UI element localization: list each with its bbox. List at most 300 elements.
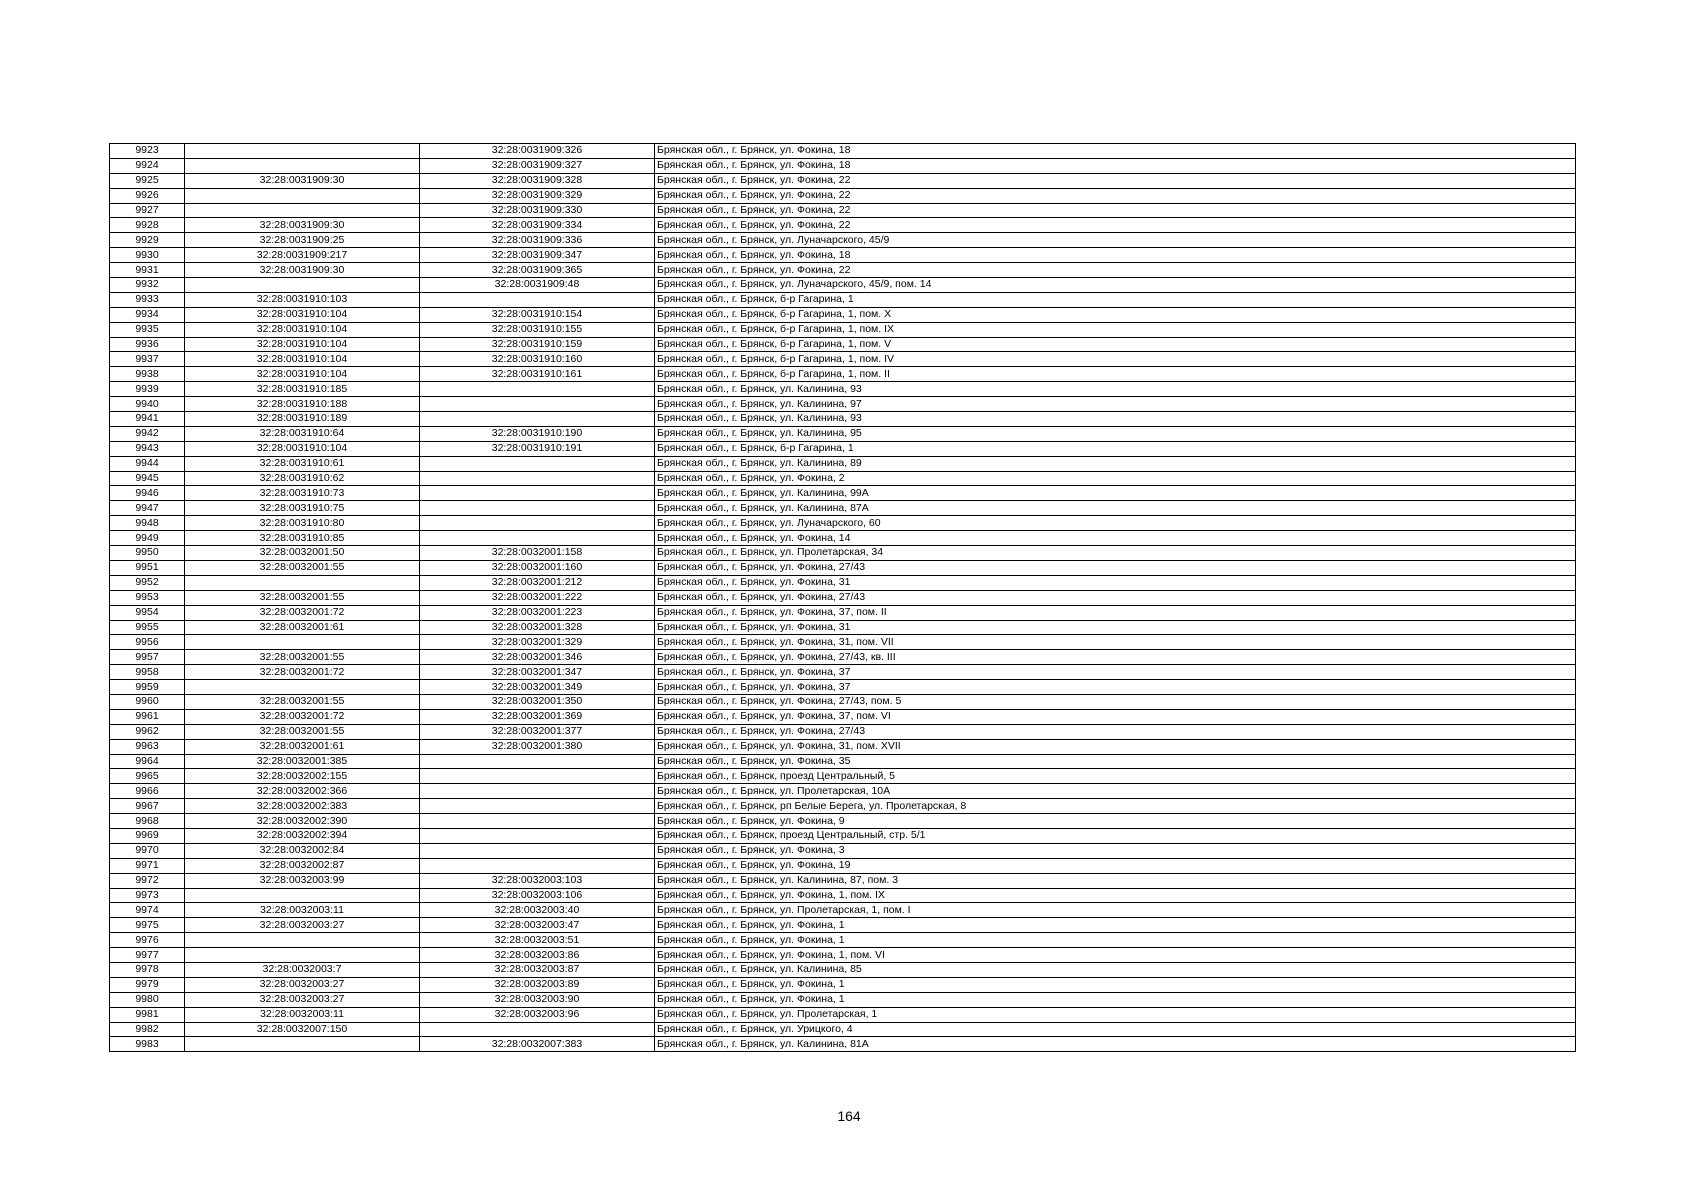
row-number-cell: 9941 <box>110 412 185 427</box>
object-number-cell: 32:28:0032003:106 <box>420 888 655 903</box>
row-number-cell: 9969 <box>110 828 185 843</box>
address-cell: Брянская обл., г. Брянск, ул. Фокина, 27/43 <box>655 724 1576 739</box>
table-row <box>110 858 1576 873</box>
address-cell: Брянская обл., г. Брянск, ул. Калинина, 81А <box>655 1037 1576 1052</box>
object-number-cell: 32:28:0032001:377 <box>420 724 655 739</box>
object-number-cell <box>420 858 655 873</box>
row-number-cell: 9979 <box>110 977 185 992</box>
table-row <box>110 322 1576 337</box>
object-number-cell: 32:28:0031910:154 <box>420 307 655 322</box>
table-row <box>110 292 1576 307</box>
row-number-cell: 9925 <box>110 173 185 188</box>
row-number-cell: 9949 <box>110 531 185 546</box>
table-row <box>110 590 1576 605</box>
row-number-cell: 9968 <box>110 814 185 829</box>
object-number-cell: 32:28:0031910:190 <box>420 426 655 441</box>
row-number-cell: 9983 <box>110 1037 185 1052</box>
object-number-cell <box>420 769 655 784</box>
address-cell: Брянская обл., г. Брянск, ул. Фокина, 31 <box>655 575 1576 590</box>
table-row <box>110 873 1576 888</box>
table-row <box>110 1007 1576 1022</box>
table-row <box>110 635 1576 650</box>
row-number-cell: 9953 <box>110 590 185 605</box>
address-cell: Брянская обл., г. Брянск, ул. Фокина, 37 <box>655 680 1576 695</box>
parcel-number-cell: 32:28:0032001:55 <box>185 560 420 575</box>
parcel-number-cell: 32:28:0031910:85 <box>185 531 420 546</box>
table-row <box>110 814 1576 829</box>
parcel-number-cell <box>185 158 420 173</box>
parcel-number-cell: 32:28:0031910:104 <box>185 367 420 382</box>
row-number-cell: 9976 <box>110 933 185 948</box>
address-cell: Брянская обл., г. Брянск, ул. Пролетарская, 34 <box>655 546 1576 561</box>
address-cell: Брянская обл., г. Брянск, ул. Фокина, 9 <box>655 814 1576 829</box>
parcel-number-cell: 32:28:0031910:75 <box>185 501 420 516</box>
parcel-number-cell: 32:28:0032002:394 <box>185 828 420 843</box>
object-number-cell <box>420 382 655 397</box>
parcel-number-cell: 32:28:0031909:30 <box>185 263 420 278</box>
parcel-number-cell: 32:28:0032001:72 <box>185 709 420 724</box>
parcel-number-cell: 32:28:0031910:80 <box>185 516 420 531</box>
object-number-cell: 32:28:0032001:349 <box>420 680 655 695</box>
object-number-cell: 32:28:0032001:328 <box>420 620 655 635</box>
object-number-cell: 32:28:0031909:48 <box>420 278 655 293</box>
row-number-cell: 9958 <box>110 665 185 680</box>
parcel-number-cell: 32:28:0031910:61 <box>185 456 420 471</box>
parcel-number-cell: 32:28:0032002:390 <box>185 814 420 829</box>
table-row <box>110 352 1576 367</box>
parcel-number-cell: 32:28:0032001:50 <box>185 546 420 561</box>
address-cell: Брянская обл., г. Брянск, ул. Пролетарская, 1, пом. I <box>655 903 1576 918</box>
object-number-cell: 32:28:0031909:336 <box>420 233 655 248</box>
row-number-cell: 9975 <box>110 918 185 933</box>
row-number-cell: 9962 <box>110 724 185 739</box>
parcel-number-cell: 32:28:0031910:73 <box>185 486 420 501</box>
address-cell: Брянская обл., г. Брянск, ул. Фокина, 31, пом. VII <box>655 635 1576 650</box>
object-number-cell: 32:28:0031909:327 <box>420 158 655 173</box>
table-row <box>110 650 1576 665</box>
object-number-cell <box>420 501 655 516</box>
address-cell: Брянская обл., г. Брянск, б-р Гагарина, 1, пом. X <box>655 307 1576 322</box>
row-number-cell: 9948 <box>110 516 185 531</box>
address-cell: Брянская обл., г. Брянск, рп Белые Берега, ул. Пролетарская, 8 <box>655 799 1576 814</box>
row-number-cell: 9927 <box>110 203 185 218</box>
parcel-number-cell: 32:28:0032001:55 <box>185 694 420 709</box>
row-number-cell: 9955 <box>110 620 185 635</box>
table-row <box>110 694 1576 709</box>
object-number-cell: 32:28:0032001:380 <box>420 739 655 754</box>
parcel-number-cell <box>185 888 420 903</box>
parcel-number-cell: 32:28:0032002:366 <box>185 784 420 799</box>
row-number-cell: 9982 <box>110 1022 185 1037</box>
table-row <box>110 799 1576 814</box>
row-number-cell: 9943 <box>110 441 185 456</box>
table-row <box>110 948 1576 963</box>
object-number-cell <box>420 292 655 307</box>
parcel-number-cell: 32:28:0032001:385 <box>185 754 420 769</box>
table-row <box>110 546 1576 561</box>
address-cell: Брянская обл., г. Брянск, ул. Фокина, 18 <box>655 144 1576 159</box>
object-number-cell: 32:28:0032001:350 <box>420 694 655 709</box>
parcel-number-cell: 32:28:0031910:104 <box>185 352 420 367</box>
table-row <box>110 203 1576 218</box>
row-number-cell: 9951 <box>110 560 185 575</box>
parcel-number-cell: 32:28:0031910:104 <box>185 307 420 322</box>
address-cell: Брянская обл., г. Брянск, ул. Фокина, 1 <box>655 918 1576 933</box>
row-number-cell: 9939 <box>110 382 185 397</box>
table-row <box>110 278 1576 293</box>
address-cell: Брянская обл., г. Брянск, ул. Калинина, 89 <box>655 456 1576 471</box>
object-number-cell <box>420 531 655 546</box>
table-row <box>110 471 1576 486</box>
parcel-number-cell: 32:28:0032001:55 <box>185 650 420 665</box>
object-number-cell <box>420 754 655 769</box>
parcel-number-cell: 32:28:0031910:103 <box>185 292 420 307</box>
address-cell: Брянская обл., г. Брянск, ул. Фокина, 27/43, пом. 5 <box>655 694 1576 709</box>
object-number-cell: 32:28:0031909:365 <box>420 263 655 278</box>
address-cell: Брянская обл., г. Брянск, ул. Фокина, 27/43 <box>655 560 1576 575</box>
object-number-cell: 32:28:0031910:160 <box>420 352 655 367</box>
row-number-cell: 9952 <box>110 575 185 590</box>
object-number-cell: 32:28:0032007:383 <box>420 1037 655 1052</box>
address-cell: Брянская обл., г. Брянск, ул. Пролетарская, 10А <box>655 784 1576 799</box>
object-number-cell: 32:28:0032003:96 <box>420 1007 655 1022</box>
row-number-cell: 9934 <box>110 307 185 322</box>
object-number-cell <box>420 799 655 814</box>
address-cell: Брянская обл., г. Брянск, ул. Калинина, 87, пом. 3 <box>655 873 1576 888</box>
parcel-number-cell: 32:28:0032001:61 <box>185 620 420 635</box>
object-number-cell: 32:28:0031909:326 <box>420 144 655 159</box>
address-cell: Брянская обл., г. Брянск, ул. Фокина, 1, пом. IX <box>655 888 1576 903</box>
row-number-cell: 9956 <box>110 635 185 650</box>
table-row <box>110 441 1576 456</box>
parcel-number-cell: 32:28:0032002:383 <box>185 799 420 814</box>
row-number-cell: 9963 <box>110 739 185 754</box>
parcel-number-cell <box>185 278 420 293</box>
object-number-cell <box>420 412 655 427</box>
parcel-number-cell: 32:28:0032003:27 <box>185 977 420 992</box>
table-row <box>110 263 1576 278</box>
address-cell: Брянская обл., г. Брянск, ул. Калинина, 93 <box>655 412 1576 427</box>
row-number-cell: 9947 <box>110 501 185 516</box>
address-cell: Брянская обл., г. Брянск, ул. Фокина, 1 <box>655 977 1576 992</box>
row-number-cell: 9973 <box>110 888 185 903</box>
table-row <box>110 382 1576 397</box>
address-cell: Брянская обл., г. Брянск, ул. Фокина, 37, пом. VI <box>655 709 1576 724</box>
object-number-cell: 32:28:0032001:346 <box>420 650 655 665</box>
table-row <box>110 412 1576 427</box>
parcel-number-cell: 32:28:0031909:30 <box>185 173 420 188</box>
parcel-number-cell: 32:28:0032003:99 <box>185 873 420 888</box>
row-number-cell: 9924 <box>110 158 185 173</box>
parcel-number-cell: 32:28:0031910:189 <box>185 412 420 427</box>
address-cell: Брянская обл., г. Брянск, б-р Гагарина, 1 <box>655 441 1576 456</box>
object-number-cell: 32:28:0032001:329 <box>420 635 655 650</box>
row-number-cell: 9935 <box>110 322 185 337</box>
parcel-number-cell: 32:28:0032001:55 <box>185 724 420 739</box>
parcel-number-cell: 32:28:0032007:150 <box>185 1022 420 1037</box>
object-number-cell: 32:28:0032003:51 <box>420 933 655 948</box>
row-number-cell: 9938 <box>110 367 185 382</box>
address-cell: Брянская обл., г. Брянск, б-р Гагарина, 1, пом. II <box>655 367 1576 382</box>
parcel-number-cell <box>185 680 420 695</box>
table-row <box>110 307 1576 322</box>
address-cell: Брянская обл., г. Брянск, б-р Гагарина, 1 <box>655 292 1576 307</box>
address-cell: Брянская обл., г. Брянск, ул. Фокина, 22 <box>655 203 1576 218</box>
registry-table-body <box>110 144 1576 1052</box>
table-row <box>110 1037 1576 1052</box>
object-number-cell <box>420 843 655 858</box>
object-number-cell: 32:28:0032001:212 <box>420 575 655 590</box>
parcel-number-cell: 32:28:0032001:61 <box>185 739 420 754</box>
object-number-cell: 32:28:0032001:369 <box>420 709 655 724</box>
parcel-number-cell <box>185 933 420 948</box>
table-row <box>110 620 1576 635</box>
table-row <box>110 367 1576 382</box>
object-number-cell: 32:28:0032003:47 <box>420 918 655 933</box>
object-number-cell: 32:28:0031909:347 <box>420 248 655 263</box>
table-row <box>110 739 1576 754</box>
row-number-cell: 9977 <box>110 948 185 963</box>
object-number-cell <box>420 471 655 486</box>
row-number-cell: 9923 <box>110 144 185 159</box>
row-number-cell: 9960 <box>110 694 185 709</box>
row-number-cell: 9978 <box>110 962 185 977</box>
object-number-cell <box>420 828 655 843</box>
table-row <box>110 665 1576 680</box>
table-row <box>110 456 1576 471</box>
table-row <box>110 337 1576 352</box>
table-row <box>110 188 1576 203</box>
row-number-cell: 9974 <box>110 903 185 918</box>
parcel-number-cell: 32:28:0032003:7 <box>185 962 420 977</box>
row-number-cell: 9930 <box>110 248 185 263</box>
address-cell: Брянская обл., г. Брянск, ул. Фокина, 22 <box>655 173 1576 188</box>
table-row <box>110 888 1576 903</box>
row-number-cell: 9959 <box>110 680 185 695</box>
address-cell: Брянская обл., г. Брянск, ул. Фокина, 37 <box>655 665 1576 680</box>
parcel-number-cell <box>185 144 420 159</box>
object-number-cell: 32:28:0032001:222 <box>420 590 655 605</box>
object-number-cell: 32:28:0031909:334 <box>420 218 655 233</box>
object-number-cell: 32:28:0031909:328 <box>420 173 655 188</box>
table-row <box>110 680 1576 695</box>
table-row <box>110 516 1576 531</box>
parcel-number-cell: 32:28:0031910:188 <box>185 397 420 412</box>
address-cell: Брянская обл., г. Брянск, ул. Луначарского, 45/9, пом. 14 <box>655 278 1576 293</box>
object-number-cell: 32:28:0031910:191 <box>420 441 655 456</box>
parcel-number-cell: 32:28:0031910:185 <box>185 382 420 397</box>
parcel-number-cell <box>185 1037 420 1052</box>
row-number-cell: 9937 <box>110 352 185 367</box>
address-cell: Брянская обл., г. Брянск, ул. Фокина, 14 <box>655 531 1576 546</box>
row-number-cell: 9926 <box>110 188 185 203</box>
table-row <box>110 560 1576 575</box>
parcel-number-cell: 32:28:0032002:84 <box>185 843 420 858</box>
row-number-cell: 9928 <box>110 218 185 233</box>
parcel-number-cell: 32:28:0031910:104 <box>185 441 420 456</box>
object-number-cell: 32:28:0031909:330 <box>420 203 655 218</box>
parcel-number-cell: 32:28:0031910:104 <box>185 322 420 337</box>
table-row <box>110 754 1576 769</box>
table-row <box>110 248 1576 263</box>
address-cell: Брянская обл., г. Брянск, ул. Фокина, 22 <box>655 218 1576 233</box>
row-number-cell: 9950 <box>110 546 185 561</box>
row-number-cell: 9954 <box>110 605 185 620</box>
row-number-cell: 9940 <box>110 397 185 412</box>
address-cell: Брянская обл., г. Брянск, б-р Гагарина, 1, пом. V <box>655 337 1576 352</box>
table-row <box>110 486 1576 501</box>
row-number-cell: 9933 <box>110 292 185 307</box>
row-number-cell: 9946 <box>110 486 185 501</box>
parcel-number-cell: 32:28:0032001:55 <box>185 590 420 605</box>
address-cell: Брянская обл., г. Брянск, ул. Луначарского, 45/9 <box>655 233 1576 248</box>
parcel-number-cell: 32:28:0032003:11 <box>185 1007 420 1022</box>
table-row <box>110 828 1576 843</box>
table-row <box>110 144 1576 159</box>
address-cell: Брянская обл., г. Брянск, ул. Фокина, 18 <box>655 158 1576 173</box>
table-row <box>110 918 1576 933</box>
parcel-number-cell: 32:28:0032001:72 <box>185 665 420 680</box>
parcel-number-cell: 32:28:0032003:27 <box>185 992 420 1007</box>
row-number-cell: 9931 <box>110 263 185 278</box>
object-number-cell: 32:28:0032003:89 <box>420 977 655 992</box>
table-row <box>110 977 1576 992</box>
registry-table <box>109 143 1576 1052</box>
table-row <box>110 933 1576 948</box>
table-row <box>110 158 1576 173</box>
address-cell: Брянская обл., г. Брянск, ул. Фокина, 1 <box>655 992 1576 1007</box>
table-row <box>110 605 1576 620</box>
address-cell: Брянская обл., г. Брянск, ул. Фокина, 27/43 <box>655 590 1576 605</box>
parcel-number-cell: 32:28:0031910:64 <box>185 426 420 441</box>
parcel-number-cell <box>185 635 420 650</box>
object-number-cell <box>420 1022 655 1037</box>
table-row <box>110 769 1576 784</box>
object-number-cell: 32:28:0032001:160 <box>420 560 655 575</box>
parcel-number-cell: 32:28:0032003:11 <box>185 903 420 918</box>
row-number-cell: 9965 <box>110 769 185 784</box>
address-cell: Брянская обл., г. Брянск, ул. Калинина, 99А <box>655 486 1576 501</box>
row-number-cell: 9967 <box>110 799 185 814</box>
address-cell: Брянская обл., г. Брянск, ул. Фокина, 22 <box>655 188 1576 203</box>
address-cell: Брянская обл., г. Брянск, ул. Фокина, 31, пом. XVII <box>655 739 1576 754</box>
address-cell: Брянская обл., г. Брянск, ул. Калинина, 87А <box>655 501 1576 516</box>
table-row <box>110 575 1576 590</box>
object-number-cell: 32:28:0032001:347 <box>420 665 655 680</box>
address-cell: Брянская обл., г. Брянск, б-р Гагарина, 1, пом. IV <box>655 352 1576 367</box>
address-cell: Брянская обл., г. Брянск, ул. Фокина, 19 <box>655 858 1576 873</box>
table-row <box>110 992 1576 1007</box>
object-number-cell <box>420 784 655 799</box>
parcel-number-cell <box>185 203 420 218</box>
row-number-cell: 9966 <box>110 784 185 799</box>
address-cell: Брянская обл., г. Брянск, ул. Фокина, 18 <box>655 248 1576 263</box>
object-number-cell: 32:28:0032003:40 <box>420 903 655 918</box>
row-number-cell: 9971 <box>110 858 185 873</box>
table-row <box>110 397 1576 412</box>
row-number-cell: 9972 <box>110 873 185 888</box>
table-row <box>110 962 1576 977</box>
object-number-cell: 32:28:0032003:103 <box>420 873 655 888</box>
address-cell: Брянская обл., г. Брянск, ул. Фокина, 37, пом. II <box>655 605 1576 620</box>
parcel-number-cell: 32:28:0031909:25 <box>185 233 420 248</box>
object-number-cell: 32:28:0031910:155 <box>420 322 655 337</box>
address-cell: Брянская обл., г. Брянск, ул. Фокина, 3 <box>655 843 1576 858</box>
address-cell: Брянская обл., г. Брянск, ул. Фокина, 1, пом. VI <box>655 948 1576 963</box>
object-number-cell <box>420 397 655 412</box>
object-number-cell: 32:28:0032001:223 <box>420 605 655 620</box>
address-cell: Брянская обл., г. Брянск, ул. Фокина, 27/43, кв. III <box>655 650 1576 665</box>
address-cell: Брянская обл., г. Брянск, ул. Фокина, 22 <box>655 263 1576 278</box>
parcel-number-cell: 32:28:0032001:72 <box>185 605 420 620</box>
table-row <box>110 724 1576 739</box>
object-number-cell <box>420 814 655 829</box>
address-cell: Брянская обл., г. Брянск, ул. Фокина, 1 <box>655 933 1576 948</box>
table-row <box>110 233 1576 248</box>
parcel-number-cell: 32:28:0031910:104 <box>185 337 420 352</box>
table-row <box>110 1022 1576 1037</box>
row-number-cell: 9957 <box>110 650 185 665</box>
object-number-cell <box>420 486 655 501</box>
parcel-number-cell: 32:28:0031909:217 <box>185 248 420 263</box>
table-row <box>110 218 1576 233</box>
object-number-cell: 32:28:0032003:86 <box>420 948 655 963</box>
row-number-cell: 9981 <box>110 1007 185 1022</box>
address-cell: Брянская обл., г. Брянск, ул. Фокина, 31 <box>655 620 1576 635</box>
row-number-cell: 9970 <box>110 843 185 858</box>
address-cell: Брянская обл., г. Брянск, ул. Фокина, 2 <box>655 471 1576 486</box>
table-row <box>110 501 1576 516</box>
row-number-cell: 9964 <box>110 754 185 769</box>
address-cell: Брянская обл., г. Брянск, проезд Центральный, стр. 5/1 <box>655 828 1576 843</box>
row-number-cell: 9944 <box>110 456 185 471</box>
parcel-number-cell <box>185 948 420 963</box>
address-cell: Брянская обл., г. Брянск, ул. Луначарского, 60 <box>655 516 1576 531</box>
parcel-number-cell <box>185 575 420 590</box>
object-number-cell: 32:28:0032001:158 <box>420 546 655 561</box>
row-number-cell: 9932 <box>110 278 185 293</box>
object-number-cell <box>420 516 655 531</box>
address-cell: Брянская обл., г. Брянск, б-р Гагарина, 1, пом. IX <box>655 322 1576 337</box>
table-row <box>110 531 1576 546</box>
object-number-cell <box>420 456 655 471</box>
row-number-cell: 9980 <box>110 992 185 1007</box>
page-number: 164 <box>837 1108 861 1124</box>
object-number-cell: 32:28:0031909:329 <box>420 188 655 203</box>
address-cell: Брянская обл., г. Брянск, ул. Калинина, 85 <box>655 962 1576 977</box>
row-number-cell: 9942 <box>110 426 185 441</box>
address-cell: Брянская обл., г. Брянск, ул. Калинина, 97 <box>655 397 1576 412</box>
parcel-number-cell: 32:28:0032002:155 <box>185 769 420 784</box>
parcel-number-cell <box>185 188 420 203</box>
table-row <box>110 903 1576 918</box>
row-number-cell: 9961 <box>110 709 185 724</box>
object-number-cell: 32:28:0031910:161 <box>420 367 655 382</box>
table-row <box>110 843 1576 858</box>
address-cell: Брянская обл., г. Брянск, ул. Урицкого, 4 <box>655 1022 1576 1037</box>
parcel-number-cell: 32:28:0031909:30 <box>185 218 420 233</box>
address-cell: Брянская обл., г. Брянск, проезд Центральный, 5 <box>655 769 1576 784</box>
parcel-number-cell: 32:28:0032002:87 <box>185 858 420 873</box>
address-cell: Брянская обл., г. Брянск, ул. Калинина, 95 <box>655 426 1576 441</box>
table-row <box>110 784 1576 799</box>
table-row <box>110 426 1576 441</box>
row-number-cell: 9945 <box>110 471 185 486</box>
parcel-number-cell: 32:28:0031910:62 <box>185 471 420 486</box>
table-row <box>110 173 1576 188</box>
address-cell: Брянская обл., г. Брянск, ул. Калинина, 93 <box>655 382 1576 397</box>
object-number-cell: 32:28:0032003:90 <box>420 992 655 1007</box>
